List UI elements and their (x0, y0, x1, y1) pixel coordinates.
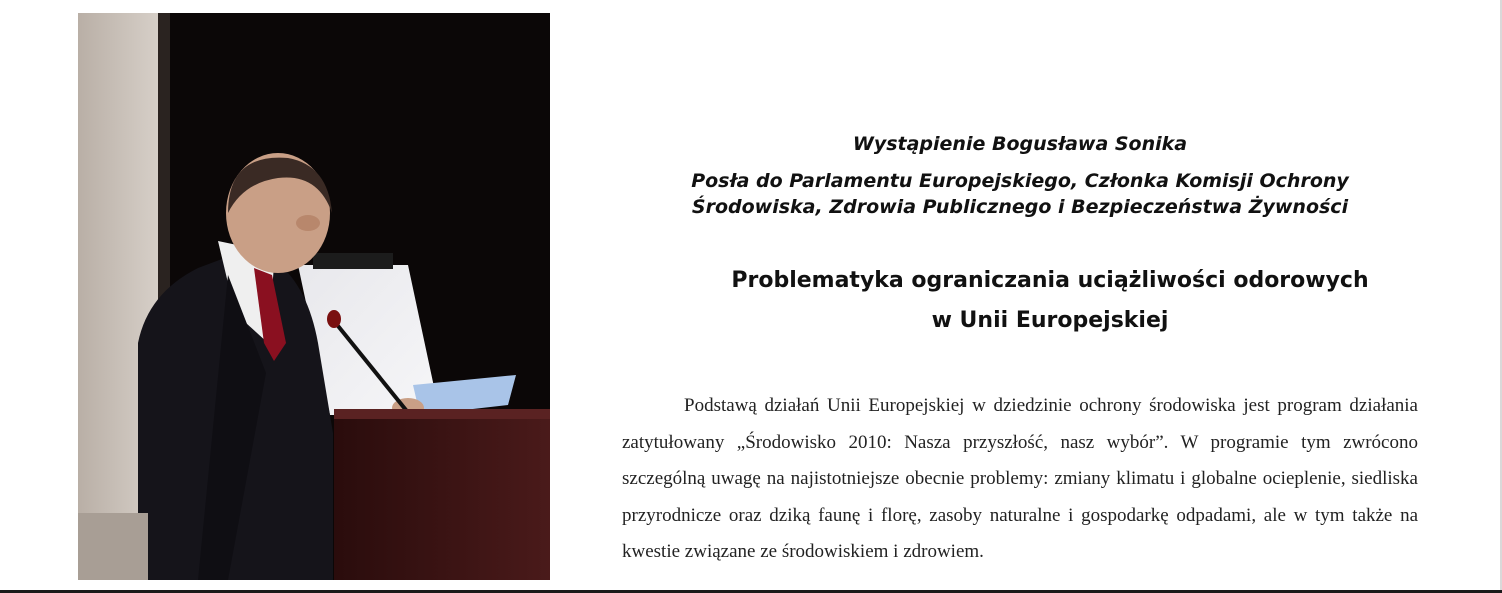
document-title (650, 261, 1450, 341)
speaker-role-line1: Posła do Parlamentu Europejskiego, Członka Komisji Ochrony (691, 170, 1349, 192)
speaker-name: Wystąpienie Bogusława Sonika (852, 133, 1188, 155)
speaker-role-line2: Środowiska, Zdrowia Publicznego i Bezpieczeństwa Żywności (691, 196, 1349, 218)
speaker-role (600, 168, 1440, 220)
speaker-at-podium-photo (78, 13, 550, 580)
speaker-photo (78, 13, 550, 580)
title-line2: w Unii Europejskiej (931, 308, 1169, 333)
document-text-area (600, 0, 1460, 593)
body-paragraph: Podstawą działań Unii Europejskiej w dziedzinie ochrony środowiska jest program działania zatytułowany „Środowisko 2010: Nasza przyszłość, nasz wybór”. W programie tym zwrócono szczególną uwagę na najistotniejsze obecnie problemy: zmiany klimatu i globalne ocieplenie, siedliska przyrodnicze oraz dziką faunę i florę, zasoby naturalne i gospodarkę odpadami, ale w tym także na kwestie związane ze środowiskiem i zdrowiem. (622, 395, 1418, 562)
title-line1: Problematyka ograniczania uciążliwości odorowych (731, 268, 1369, 293)
